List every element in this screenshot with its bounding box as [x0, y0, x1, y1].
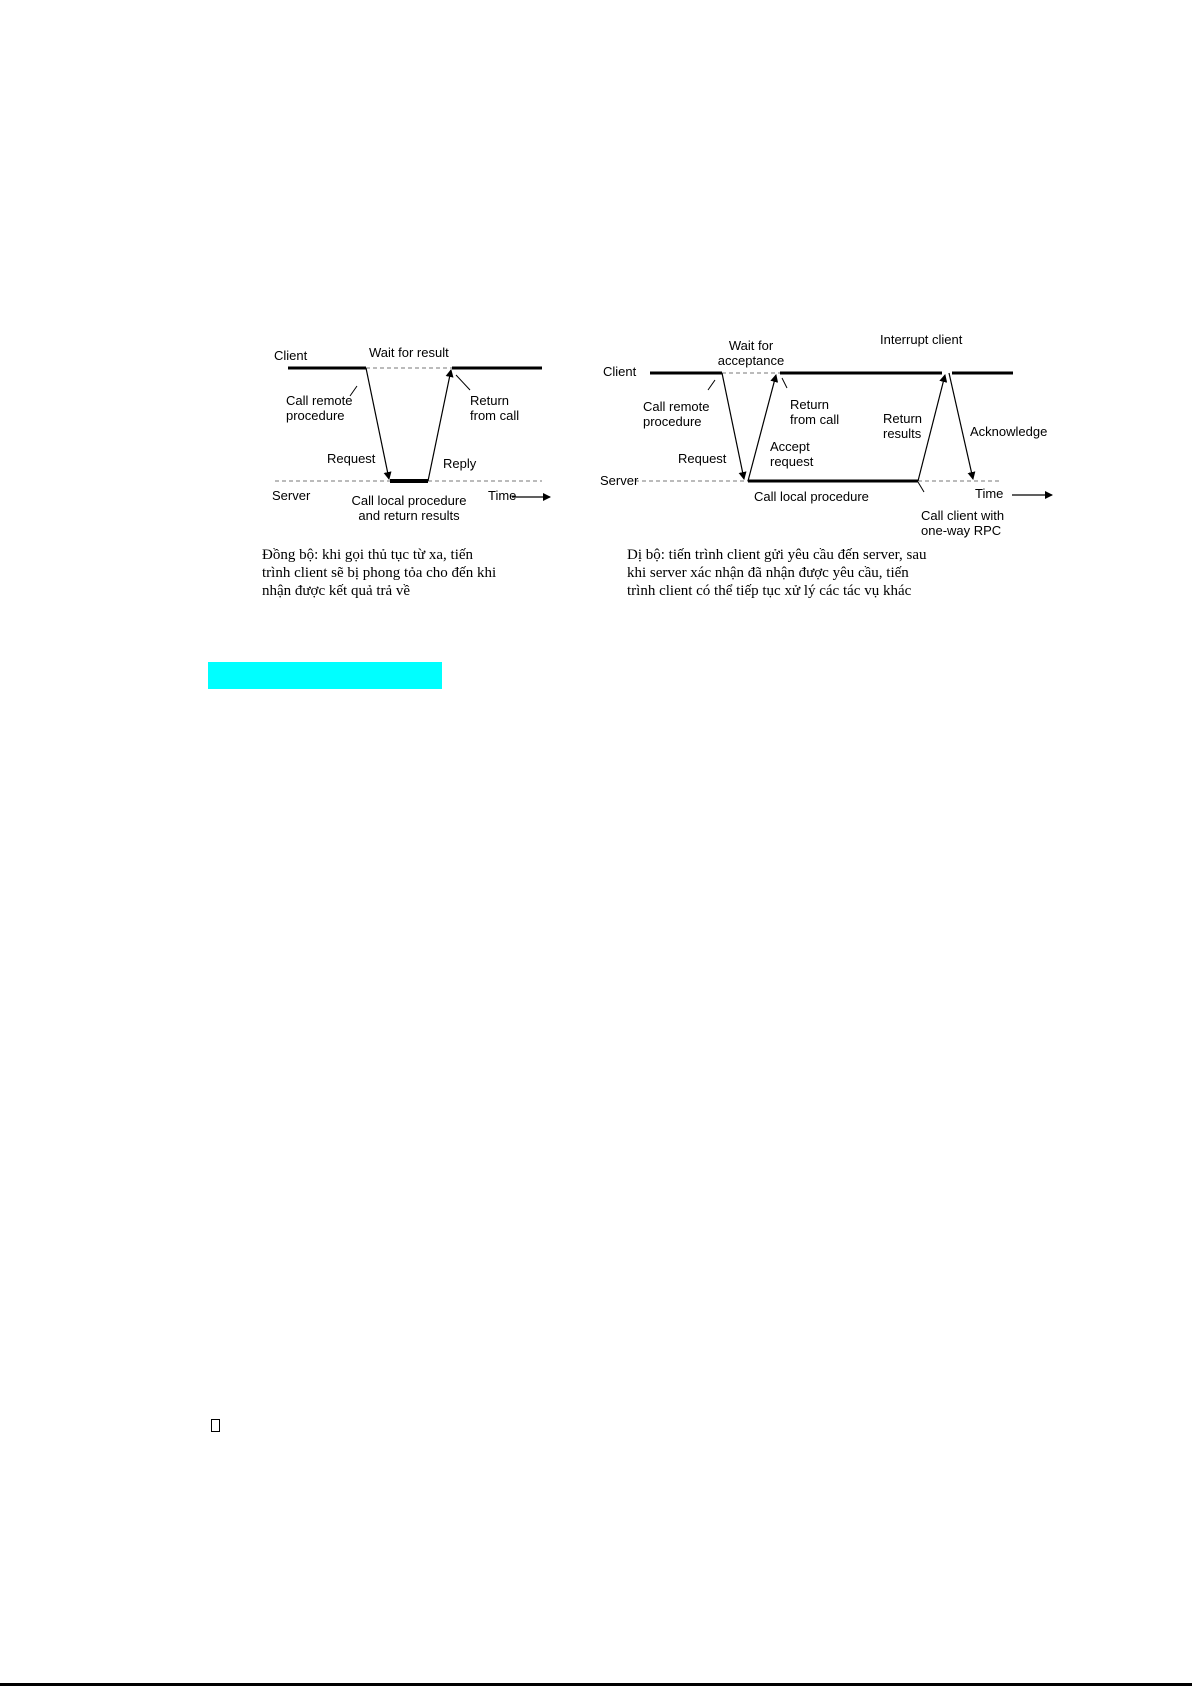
async-diagram	[600, 332, 1052, 538]
sync-time-label: Time	[488, 488, 517, 503]
sync-diagram	[272, 345, 550, 523]
sync-request-label: Request	[327, 451, 376, 466]
highlighted-blank-line	[208, 662, 442, 689]
async-caption: Dị bộ: tiến trình client gửi yêu cầu đến server, sau khi server xác nhận đã nhận được yêu cầu, tiến trình client có thể tiếp tục xử lý các tác vụ khác	[627, 547, 927, 599]
async-call-client-label: Call client with one-way RPC	[921, 508, 1005, 538]
async-return-label: Return from call	[790, 397, 840, 427]
rpc-figure	[230, 320, 1060, 620]
async-accept-label: Accept request	[770, 439, 814, 469]
sync-server-label: Server	[272, 488, 311, 503]
rpc-diagrams	[230, 320, 1060, 538]
sync-call-remote-label: Call remote procedure	[286, 393, 353, 423]
async-return-pointer	[782, 378, 787, 388]
async-return-results-label: Return results	[883, 411, 923, 441]
async-call-client-pointer	[918, 482, 924, 492]
sync-client-label: Client	[274, 348, 308, 363]
sync-call-local-label: Call local procedure and return results	[351, 493, 467, 523]
async-call-remote-pointer	[708, 380, 715, 390]
async-time-label: Time	[975, 486, 1004, 501]
async-acknowledge-label: Acknowledge	[970, 424, 1048, 439]
async-interrupt-label: Interrupt client	[880, 332, 963, 347]
sync-caption: Đồng bộ: khi gọi thủ tục từ xa, tiến trình client sẽ bị phong tỏa cho đến khi nhận được kết quả trả về	[262, 547, 497, 599]
sync-reply-label: Reply	[443, 456, 477, 471]
sync-wait-label: Wait for result	[369, 345, 449, 360]
async-call-remote-label: Call remote procedure	[643, 399, 710, 429]
async-call-local-label: Call local procedure	[754, 489, 869, 504]
sync-return-pointer	[456, 375, 470, 390]
bullet-box	[211, 1419, 220, 1432]
sync-return-label: Return from call	[470, 393, 520, 423]
async-return-results-arrow	[918, 375, 945, 481]
async-client-label: Client	[603, 364, 637, 379]
async-server-label: Server	[600, 473, 639, 488]
async-request-label: Request	[678, 451, 727, 466]
async-wait-label: Wait for acceptance	[717, 338, 785, 368]
